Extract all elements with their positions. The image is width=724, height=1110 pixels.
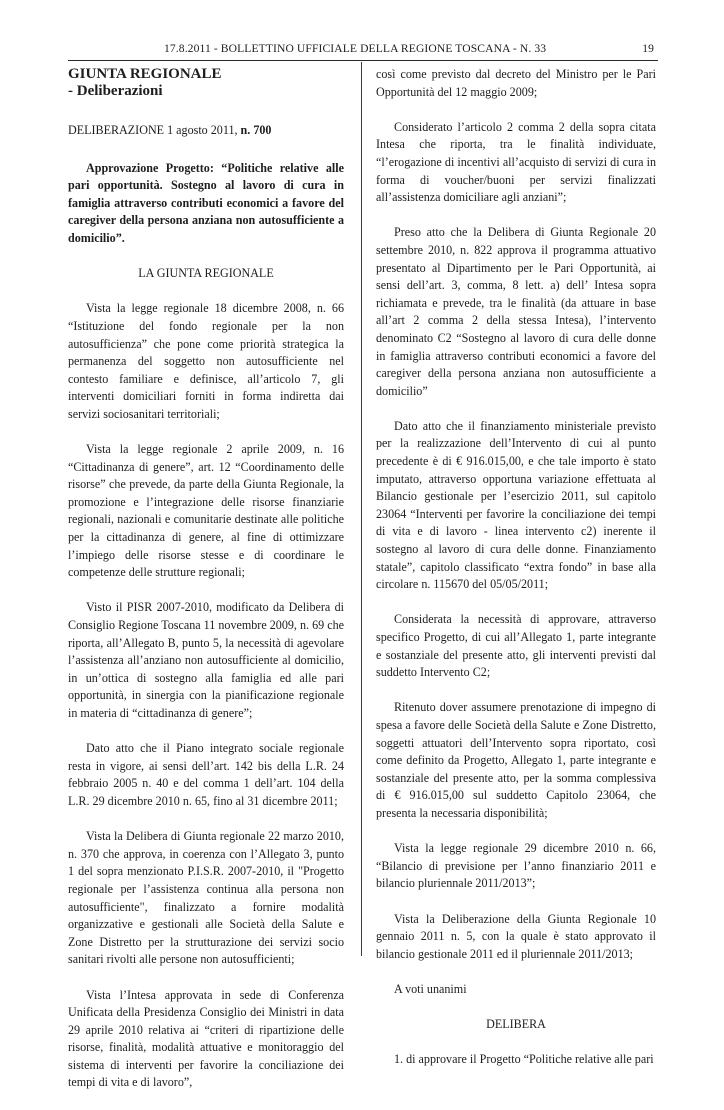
deliberation-subject: Approvazione Progetto: “Politiche relative alle pari opportunità. Sostegno al lavoro di cura in famiglia attraverso contributi economici a favore del caregiver della persona anziana non autosufficiente a domicilio”. bbox=[68, 160, 344, 245]
paragraph: Visto il PISR 2007-2010, modificato da Delibera di Consiglio Regione Toscana 11 novembre 2009, n. 69 che riporta, all’Allegato B, punto 5, la necessità di agevolare l’assistenza all’anziano non autosufficiente al domicilio, in un’ottica di sostegno alla famiglia ed alle pari opportunità, in sinergia con la pianificazione regionale in materia di “cittadinanza di genere”; bbox=[68, 600, 344, 720]
paragraph: così come previsto dal decreto del Ministro per le Pari Opportunità del 12 maggio 2009; bbox=[376, 67, 656, 99]
left-column bbox=[68, 66, 344, 1110]
giunta-heading: LA GIUNTA REGIONALE bbox=[138, 266, 274, 281]
bulletin-title: 17.8.2011 - BOLLETTINO UFFICIALE DELLA REGIONE TOSCANA - N. 33 bbox=[164, 42, 547, 55]
deliberation-date: DELIBERAZIONE 1 agosto 2011, bbox=[68, 123, 241, 137]
paragraph: Vista la Delibera di Giunta regionale 22 marzo 2010, n. 370 che approva, in coerenza con l’Allegato 3, punto 1 del sopra menzionato P.I.S.R. 2007-2010, il "Progetto regionale per l’assistenza continua alla persona non autosufficiente", finalizzato a fornire modalità organizzative e gestionali alle Società della Salute e Zone Distretto per la strutturazione dei servizi socio sanitari rivolti alle persone non autosufficienti; bbox=[68, 829, 344, 967]
paragraph: Vista la legge regionale 2 aprile 2009, n. 16 “Cittadinanza di genere”, art. 12 “Coordinamento delle risorse” che prevede, da parte della Giunta Regionale, la promozione e l’integrazione delle risorse finanziarie regionali, nazionali e comunitarie destinate alle politiche per la cittadinanza di genere, al fine di ottimizzare l’impiego delle risorse stesse e di coordinare le competenze delle strutture regionali; bbox=[68, 442, 344, 580]
paragraph: Preso atto che la Delibera di Giunta Regionale 20 settembre 2010, n. 822 approva il programma attuativo presentato al Dipartimento per le Pari Opportunità, ai sensi dell’art. 3, comma, 8 lett. a) dell’ Intesa sopra richiamata e prevede, tra le finalità (da attuare in base all’art 2 comma 2 della stessa Intesa), l’intervento denominato C2 “Sostegno al lavoro di cura delle donne in famiglia attraverso contributi economici a favore del caregiver della persona anziana non autosufficiente a domicilio” bbox=[376, 225, 656, 398]
column-divider bbox=[361, 62, 362, 956]
delibera-heading: DELIBERA bbox=[486, 1017, 546, 1032]
deliberation-id bbox=[68, 122, 344, 140]
paragraph: Vista la legge regionale 29 dicembre 2010 n. 66, “Bilancio di previsione per l’anno finanziario 2011 e bilancio pluriennale 2011/2013”; bbox=[376, 841, 656, 891]
paragraph: Considerata la necessità di approvare, attraverso specifico Progetto, di cui all’Allegato 1, parte integrante e sostanziale del presente atto, gli interventi previsti dal suddetto Intervento C2; bbox=[376, 612, 656, 680]
right-column bbox=[376, 66, 656, 1086]
section-title bbox=[68, 66, 344, 100]
paragraph: A voti unanimi bbox=[394, 981, 467, 996]
paragraph: Dato atto che il Piano integrato sociale regionale resta in vigore, ai sensi dell’art. 142 bis della L.R. 24 febbraio 2005 n. 40 e del comma 1 dell’art. 104 della L.R. 29 dicembre 2010 n. 65, fino al 31 dicembre 2011; bbox=[68, 741, 344, 808]
paragraph: Vista la Deliberazione della Giunta Regionale 10 gennaio 2011 n. 5, con la quale è stato approvato il bilancio gestionale 2011 ed il pluriennale 2011/2013; bbox=[376, 911, 656, 961]
section-title-line2: - Deliberazioni bbox=[68, 83, 163, 99]
paragraph: Considerato l’articolo 2 comma 2 della sopra citata Intesa che riporta, tra le finalità individuate, “l’erogazione di incentivi all’acquisto di servizi di cura in forma di voucher/buoni per servizi finalizzati all’assistenza domiciliare agli anziani”; bbox=[376, 119, 656, 205]
section-title-line1: GIUNTA REGIONALE bbox=[68, 66, 222, 82]
page-number: 19 bbox=[642, 42, 654, 55]
paragraph: Vista l’Intesa approvata in sede di Conferenza Unificata della Presidenza Consiglio dei Ministri in data 29 aprile 2010 relativa ai “criteri di ripartizione delle risorse, finalità, modalità attuative e monitoraggio del sistema di interventi per favorire la conciliazione dei tempi di vita e di lavoro”, bbox=[68, 987, 344, 1090]
deliberation-number: n. 700 bbox=[240, 123, 272, 137]
paragraph: Vista la legge regionale 18 dicembre 2008, n. 66 “Istituzione del fondo regionale per la non autosufficienza” che pone come priorità strategica la permanenza del soggetto non autosufficiente nel contesto familiare e definisce, all’articolo 7, gli interventi domiciliari forniti in forma indiretta dai servizi sociosanitari territoriali; bbox=[68, 301, 344, 421]
paragraph: 1. di approvare il Progetto “Politiche relative alle pari bbox=[394, 1052, 654, 1067]
paragraph: Ritenuto dover assumere prenotazione di impegno di spesa a favore delle Società della Salute e Zone Distretto, soggetti attuatori dell’Intervento sopra riportato, così come definito da Progetto, Allegato 1, parte integrante e sostanziale del presente atto, per la somma complessiva di € 916.015,00 sul suddetto Capitolo 23064, che presenta la necessaria disponibilità; bbox=[376, 700, 656, 820]
paragraph: Dato atto che il finanziamento ministeriale previsto per la realizzazione dell’Intervento di cui al punto precedente è di € 916.015,00, e che tale importo è stato imputato, attraverso opportuna variazione effettuata al Bilancio gestionale per l’esercizio 2011, sul capitolo 23064 “Interventi per favorire la conciliazione dei tempi di vita e di lavoro - linea intervento c2) inerente il sostegno al lavoro di cura delle donne. Finanziamento statale”, capitolo classificato “extra fondo” in base alla circolare n. 115670 del 05/05/2011; bbox=[376, 418, 656, 592]
page-header bbox=[68, 40, 658, 61]
